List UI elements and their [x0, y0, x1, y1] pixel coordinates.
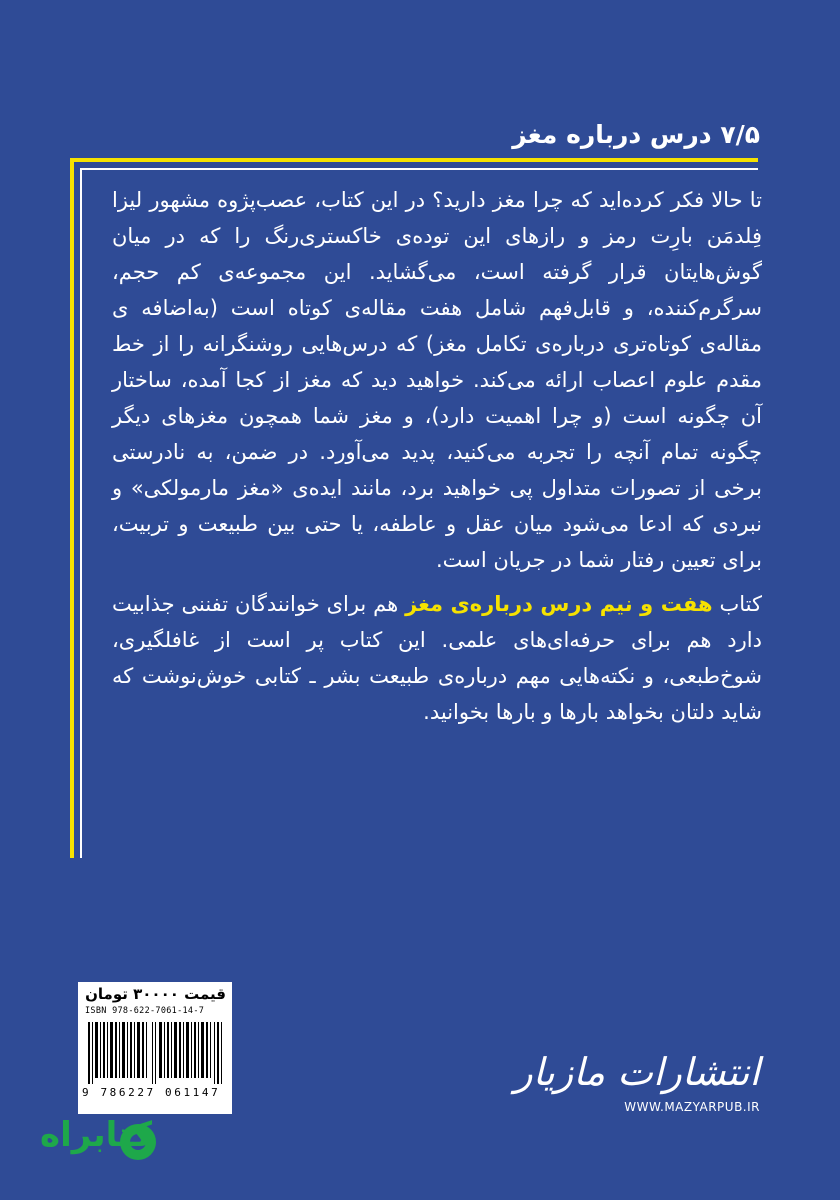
blurb-paragraph-1: تا حالا فکر کرده‌اید که چرا مغز دارید؟ در این کتاب، عصب‌پژوه مشهور لیزا فِلدمَن بارِت رمز و رازهای این توده‌ی خاکستری‌رنگ را که در میان گوش‌هایتان قرار گرفته است، می‌گشاید. این مجموعه‌ی کم حجم، سرگرم‌کننده، و قابل‌فهم شامل هفت مقاله‌ی کوتاه است (به‌اضافه ی مقاله‌ی کوتاه‌تری درباره‌ی تکامل مغز) که درس‌هایی روشنگرانه را از خط مقدم علوم اعصاب ارائه می‌کند. خواهید دید که مغز از کجا آمده، ساختار آن چگونه است (و چرا اهمیت دارد)، و مغز شما همچون مغزهای دیگر چگونه تمام آنچه را تجربه می‌کنید، پدید می‌آورد. در ضمن، به نادرستی برخی از تصورات متداول پی خواهید برد، مانند ایده‌ی «مغز مارمولکی» و نبردی که ادعا می‌شود میان عقل و عاطفه، یا حتی بین طبیعت و تربیت، برای تعیین رفتار شما در جریان است. — [112, 188, 762, 572]
blurb — [112, 182, 762, 738]
price-barcode-box — [78, 982, 232, 1114]
book-title-highlight: هفت و نیم درس درباره‌ی مغز — [405, 592, 713, 616]
white-rule-horizontal — [80, 168, 758, 170]
watermark-text: کتابراه — [40, 1115, 153, 1155]
publisher-url[interactable]: WWW.MAZYARPUB.IR — [624, 1100, 760, 1114]
isbn-label: ISBN 978-622-7061-14-7 — [85, 1006, 205, 1016]
white-rule-vertical — [80, 168, 82, 858]
paragraph-2-start: کتاب — [719, 592, 762, 616]
blurb-paragraph-2 — [112, 586, 762, 730]
book-title: ۷/۵ درس درباره مغز — [512, 120, 760, 149]
yellow-rule-horizontal — [70, 158, 758, 162]
price-label: قیمت ۳۰۰۰۰ تومان — [85, 985, 226, 1003]
publisher-logo: انتشارات مازیار — [514, 1050, 760, 1094]
yellow-rule-vertical — [70, 158, 74, 858]
barcode-digits: 9 786227 061147 — [82, 1086, 221, 1099]
barcode — [88, 1022, 224, 1084]
paragraph-2-rest: هم برای خوانندگان تفننی جذابیت دارد هم برای حرفه‌ای‌های علمی. این کتاب پر است از غافلگیری، شوخ‌طبعی، و نکته‌هایی مهم درباره‌ی طبیعت بشر ـ کتابی خوش‌نوشت که شاید دلتان بخواهد بارها و بارها بخوانید. — [112, 592, 762, 724]
